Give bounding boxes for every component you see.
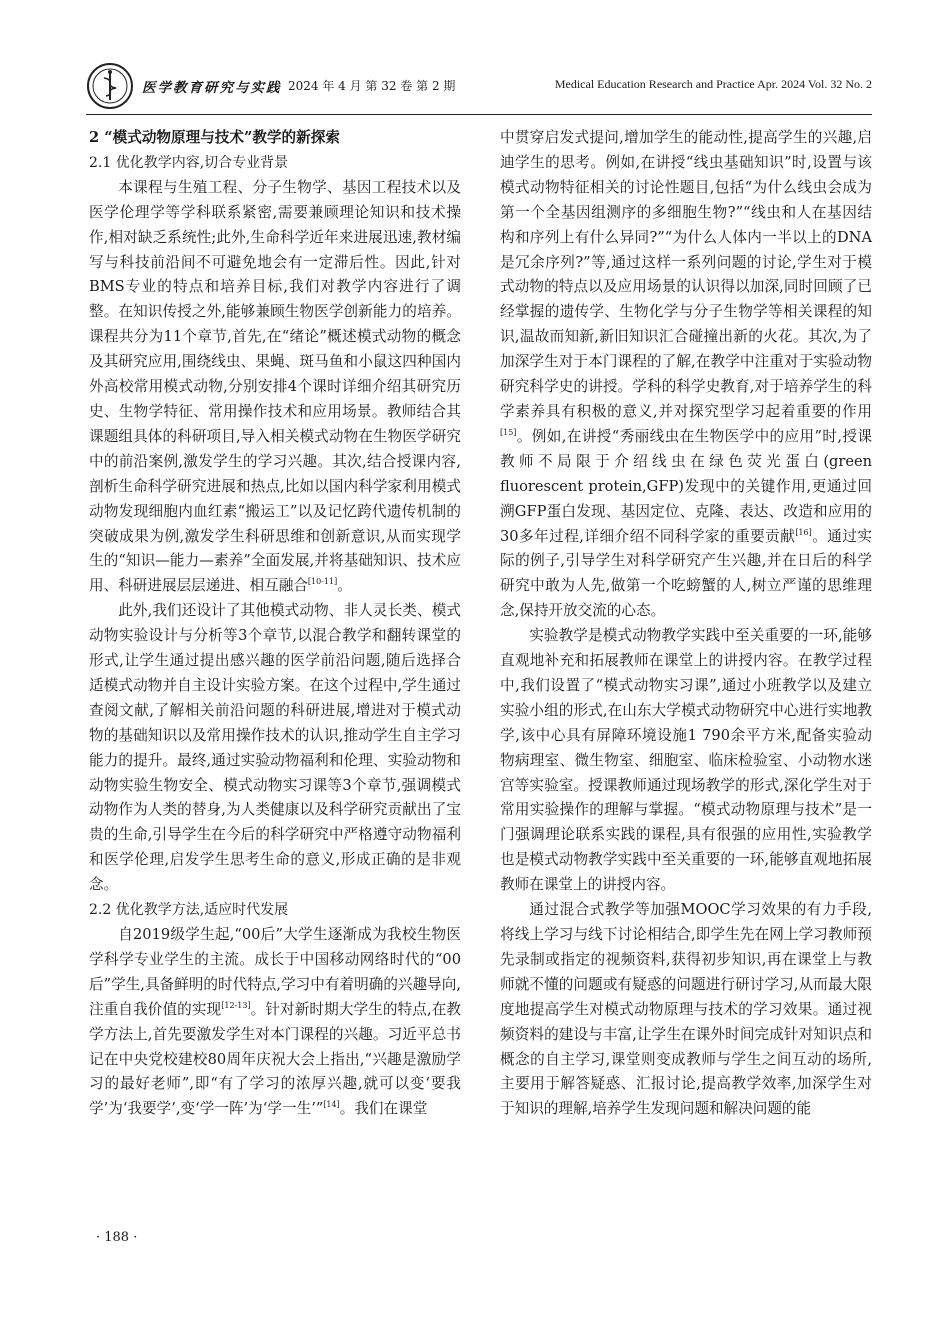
paragraph: 通过混合式教学等加强MOOC学习效果的有力手段,将线上学习与线下讨论相结合,即学生先在网上学习教师预先录制或指定的视频资料,获得初步知识,再在课堂上与教师就不懂的问题或有疑惑的问题进行研讨学习,从而最大限度地提高学生对模式动物原理与技术的学习效果。通过视频资料的建设与丰富,让学生在课外时间完成针对知识点和概念的自主学习,课堂则变成教师与学生之间互动的场所,主要用于解答疑惑、汇报讨论,提高教学效率,加深学生对于知识的理解,培养学生发现问题和解决问题的能: [500, 901, 872, 1118]
citation: [14]: [323, 1100, 340, 1110]
right-column: [500, 126, 872, 1122]
paragraph: 此外,我们还设计了其他模式动物、非人灵长类、模式动物实验设计与分析等3个章节,以混合教学和翻转课堂的形式,让学生通过提出感兴趣的医学前沿问题,随后选择合适模式动物并自主设计实验方案。在这个过程中,学生通过查阅文献,了解相关前沿问题的科研进展,增进对于模式动物的基础知识以及常用操作技术的认识,推动学生自主学习能力的提升。最终,通过实验动物福利和伦理、实验动物和动物实验生物安全、模式动物实习课等3个章节,强调模式动物作为人类的替身,为人类健康以及科学研究贡献出了宝贵的生命,引导学生在今后的科学研究中严格遵守动物福利和医学伦理,启发学生思考生命的意义,形成正确的是非观念。: [89, 602, 461, 894]
subsection-title-2-1: 2.1 优化教学内容,切合专业背景: [89, 154, 289, 171]
paragraph: 自2019级学生起,“00后”大学生逐渐成为我校生物医学科学专业学生的主流。成长于中国移动网络时代的“00后”学生,具备鲜明的时代特点,学习中有着明确的兴趣导向,注重自我价值的实现[12-13]。针对新时期大学生的特点,在教学方法上,首先要激发学生对本门课程的兴趣。习近平总书记在中央党校建校80周年庆祝大会上指出,“兴趣是激励学习的最好老师”,即“有了学习的浓厚兴趣,就可以变‘要我学’为‘我要学’,变‘学一阵’为‘学一生’”[14]。我们在课堂: [89, 926, 461, 1118]
header-rule: [86, 114, 872, 115]
page-number: · 188 ·: [96, 1230, 138, 1245]
paragraph: 中贯穿启发式提问,增加学生的能动性,提高学生的兴趣,启迪学生的思考。例如,在讲授“线虫基础知识”时,设置与该模式动物特征相关的讨论性题目,包括“为什么线虫会成为第一个全基因组测序的多细胞生物?”“线虫和人在基因结构和序列上有什么异同?”“为什么人体内一半以上的DNA是冗余序列?”等,通过这样一系列问题的讨论,学生对于模式动物的特点以及应用场景的认识得以加深,同时回顾了已经掌握的遗传学、生物化学与分子生物学等相关课程的知识,温故而知新,新旧知识汇合碰撞出新的火花。其次,为了加深学生对于本门课程的了解,在教学中注重对于实验动物研究科学史的讲授。学科的科学史教育,对于培养学生的科学素养具有积极的意义,并对探究型学习起着重要的作用[15]。例如,在讲授“秀丽线虫在生物医学中的应用”时,授课教师不局限于介绍线虫在绿色荧光蛋白(green fluorescent protein,GFP)发现中的关键作用,更通过回溯GFP蛋白发现、基因定位、克隆、表达、改造和应用的30多年过程,详细介绍不同科学家的重要贡献[16]。通过实际的例子,引导学生对科学研究产生兴趣,并在日后的科学研究中敢为人先,做第一个吃螃蟹的人,树立严谨的思维理念,保持开放交流的心态。: [500, 129, 872, 620]
section-title: 2 “模式动物原理与技术”教学的新探索: [89, 129, 340, 146]
citation: [15]: [500, 427, 517, 437]
subsection-title-2-2: 2.2 优化教学方法,适应时代发展: [89, 902, 289, 919]
citation: [16]: [795, 527, 812, 537]
issue-info-cn: 2024 年 4 月 第 32 卷 第 2 期: [288, 79, 456, 93]
journal-title-en: Medical Education Research and Practice Apr. 2024 Vol. 32 No. 2: [554, 77, 872, 91]
citation: [12-13]: [221, 1000, 251, 1010]
left-column: [89, 126, 461, 1122]
paragraph: 实验教学是模式动物教学实践中至关重要的一环,能够直观地补充和拓展教师在课堂上的讲授内容。在教学过程中,我们设置了“模式动物实习课”,通过小班教学以及建立实验小组的形式,在山东大学模式动物研究中心进行实地教学,该中心具有屏障环境设施1 790余平方米,配备实验动物病理室、微生物室、细胞室、临床检验室、小动物水迷宫等实验室。授课教师通过现场教学的形式,深化学生对于常用实验操作的理解与掌握。“模式动物原理与技术”是一门强调理论联系实践的课程,具有很强的应用性,实验教学也是模式动物教学实践中至关重要的一环,能够直观地拓展教师在课堂上的讲授内容。: [500, 627, 872, 894]
journal-title-cn: 医学教育研究与实践: [142, 80, 282, 96]
page-header: [86, 62, 872, 124]
citation: [10-11]: [307, 577, 338, 587]
paragraph: 本课程与生殖工程、分子生物学、基因工程技术以及医学伦理学等学科联系紧密,需要兼顾理论知识和技术操作,相对缺乏系统性;此外,生命科学近年来进展迅速,教材编写与科技前沿间不可避免地会有一定滞后性。因此,针对BMS专业的特点和培养目标,我们对教学内容进行了调整。在知识传授之外,能够兼顾生物医学创新能力的培养。课程共分为11个章节,首先,在“绪论”概述模式动物的概念及其研究应用,围绕线虫、果蝇、斑马鱼和小鼠这四种国内外高校常用模式动物,分别安排4个课时详细介绍其研究历史、生物学特征、常用操作技术和应用场景。教师结合其课题组具体的科研项目,导入相关模式动物在生物医学研究中的前沿案例,激发学生的学习兴趣。其次,结合授课内容,剖析生命科学研究进展和热点,比如以国内科学家利用模式动物发现细胞内血红素“搬运工”以及记忆跨代遗传机制的突破成果为例,激发学生科研思维和创新意识,从而实现学生的“知识—能力—素养”全面发展,并将基础知识、技术应用、科研进展层层递进、相互融合[10-11]。: [89, 178, 461, 595]
journal-logo-icon: [86, 62, 134, 110]
